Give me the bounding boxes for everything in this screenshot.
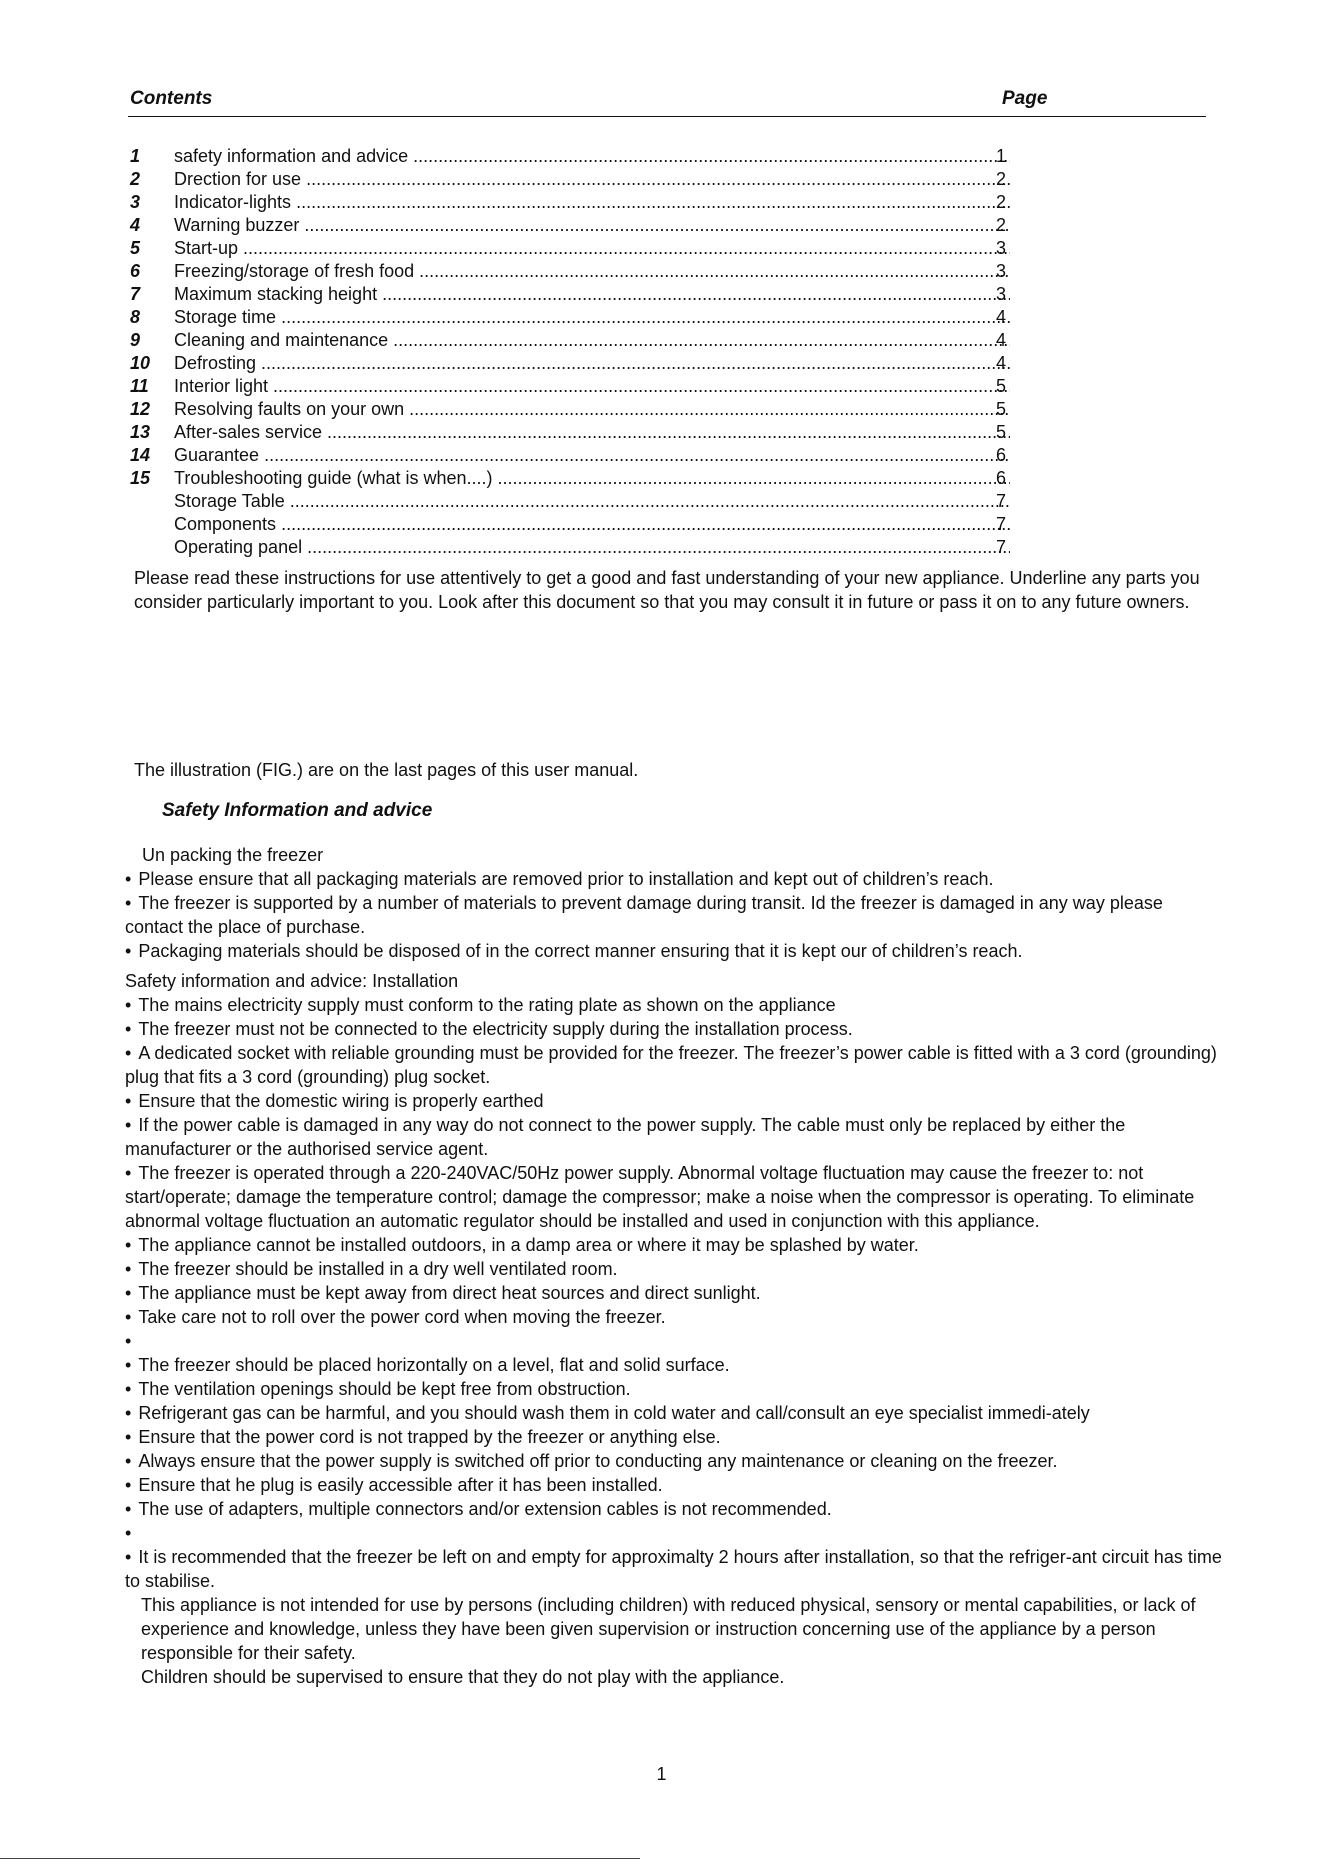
toc-entry — [128, 352, 1028, 375]
toc-entry — [128, 260, 1028, 283]
toc-title: Start-up ..... — [174, 237, 1010, 260]
bullet-item: • If the power cable is damaged in any way do not connect to the power supply. The cable must only be replaced by either the manufacturer or the authorised service agent. — [125, 1113, 1225, 1161]
toc-title: Freezing/storage of fresh food ..... — [174, 260, 1010, 283]
toc-title: After-sales service ..... — [174, 421, 1010, 444]
page-number: 1 — [656, 1764, 667, 1784]
toc-title: Drection for use ..... — [174, 168, 1010, 191]
toc-page: 2 — [996, 215, 1007, 235]
intro-paragraph: Please read these instructions for use attentively to get a good and fast understanding of your new appliance. Underline any parts you consider particularly important to you. Look after this document so that you may consult it in future or pass it on to any future owners. — [134, 568, 1200, 612]
bullet-item: • The use of adapters, multiple connectors and/or extension cables is not recommended. — [125, 1497, 1225, 1521]
toc-entry — [128, 490, 1028, 513]
bullet-item: • The freezer is supported by a number of materials to prevent damage during transit. Id the freezer is damaged in any way please contact the place of purchase. — [125, 891, 1225, 939]
toc-title: Storage Table ..... — [174, 490, 1010, 513]
toc-title: Indicator-lights ..... — [174, 191, 1010, 214]
bullet-item: • Ensure that the power cord is not trapped by the freezer or anything else. — [125, 1425, 1225, 1449]
toc-number: 12 — [130, 399, 151, 419]
bullet-item — [125, 1329, 1225, 1353]
toc-number: 14 — [130, 445, 151, 465]
toc-title: Interior light ..... — [174, 375, 1010, 398]
bullet-item: • Ensure that he plug is easily accessible after it has been installed. — [125, 1473, 1225, 1497]
toc-number: 9 — [130, 330, 141, 350]
toc-page: 2 — [996, 169, 1007, 189]
section-title: Safety Information and advice — [162, 800, 433, 821]
toc-number: 6 — [130, 261, 141, 281]
toc-entry — [128, 191, 1028, 214]
children-supervision-note: Children should be supervised to ensure that they do not play with the appliance. — [141, 1667, 785, 1687]
toc-number: 1 — [130, 146, 141, 166]
toc-number: 10 — [130, 353, 151, 373]
toc-title: Resolving faults on your own ..... — [174, 398, 1010, 421]
bullet-item: • The mains electricity supply must conform to the rating plate as shown on the appliance — [125, 993, 1225, 1017]
toc-title: Storage time ..... — [174, 306, 1010, 329]
toc-entry — [128, 168, 1028, 191]
toc-title: Components ..... — [174, 513, 1010, 536]
bullet-item: • The freezer must not be connected to the electricity supply during the installation process. — [125, 1017, 1225, 1041]
toc-page: 6 — [996, 445, 1007, 465]
toc-page: 4 — [996, 330, 1007, 350]
safety-section — [125, 843, 1225, 1689]
toc-entry — [128, 306, 1028, 329]
bullet-item: • The ventilation openings should be kept free from obstruction. — [125, 1377, 1225, 1401]
toc-number: 3 — [130, 192, 141, 212]
toc-title: Defrosting ..... — [174, 352, 1010, 375]
bullet-item: • The appliance must be kept away from direct heat sources and direct sunlight. — [125, 1281, 1225, 1305]
toc-page: 3 — [996, 261, 1007, 281]
toc-title: Maximum stacking height ..... — [174, 283, 1010, 306]
toc-page: 5 — [996, 422, 1007, 442]
bullet-item: • It is recommended that the freezer be left on and empty for approximalty 2 hours after installation, so that the refriger-ant circuit has time to stabilise. — [125, 1545, 1225, 1593]
unpacking-list — [125, 867, 1225, 963]
toc-entry — [128, 536, 1028, 559]
toc-entry — [128, 329, 1028, 352]
bullet-item: • The freezer should be installed in a dry well ventilated room. — [125, 1257, 1225, 1281]
toc-number: 4 — [130, 215, 141, 235]
toc-entry — [128, 444, 1028, 467]
toc-page: 1 — [996, 146, 1007, 166]
toc-page: 4 — [996, 353, 1007, 373]
toc-entry — [128, 214, 1028, 237]
bullet-item — [125, 1521, 1225, 1545]
toc-title: safety information and advice ..... — [174, 145, 1010, 168]
toc-page: 4 — [996, 307, 1007, 327]
toc-entry — [128, 398, 1028, 421]
contents-label: Contents — [130, 88, 213, 109]
bullet-item: • Please ensure that all packaging materials are removed prior to installation and kept out of children’s reach. — [125, 867, 1225, 891]
toc-title: Troubleshooting guide (what is when....) ..... — [174, 467, 1010, 490]
bullet-item: • The appliance cannot be installed outdoors, in a damp area or where it may be splashed by water. — [125, 1233, 1225, 1257]
toc-title: Cleaning and maintenance ..... — [174, 329, 1010, 352]
toc-page: 2 — [996, 192, 1007, 212]
installation-list — [125, 993, 1225, 1593]
bullet-item: • The freezer is operated through a 220-240VAC/50Hz power supply. Abnormal voltage fluctuation may cause the freezer to: not start/operate; damage the temperature control; damage the compressor; make a noise when the compressor is operating. To eliminate abnormal voltage fluctuation an automatic regulator should be installed and used in conjunction with this appliance. — [125, 1161, 1225, 1233]
toc-entry — [128, 237, 1028, 260]
toc-page: 7 — [996, 491, 1007, 511]
toc-number: 11 — [130, 376, 149, 396]
toc-number: 13 — [130, 422, 151, 442]
installation-heading: Safety information and advice: Installation — [125, 971, 459, 991]
toc-page: 7 — [996, 537, 1007, 557]
toc-title: Warning buzzer ..... — [174, 214, 1010, 237]
toc-page: 5 — [996, 399, 1007, 419]
toc-entry — [128, 145, 1028, 168]
toc-number: 5 — [130, 238, 141, 258]
toc-page: 7 — [996, 514, 1007, 534]
bullet-item: • Refrigerant gas can be harmful, and you should wash them in cold water and call/consult an eye specialist immedi-ately — [125, 1401, 1225, 1425]
contents-header — [128, 86, 1206, 117]
bullet-item: • The freezer should be placed horizontally on a level, flat and solid surface. — [125, 1353, 1225, 1377]
toc-number: 8 — [130, 307, 141, 327]
toc-page: 3 — [996, 238, 1007, 258]
page-label: Page — [1002, 88, 1048, 109]
footer-rule — [0, 1858, 640, 1859]
toc-page: 5 — [996, 376, 1007, 396]
unpacking-heading: Un packing the freezer — [142, 845, 324, 865]
toc-title: Guarantee ..... — [174, 444, 1010, 467]
capability-warning: This appliance is not intended for use by persons (including children) with reduced physical, sensory or mental capabilities, or lack of experience and knowledge, unless they have been given supervision or instruction concerning use of the appliance by a person responsible for their safety. — [141, 1595, 1196, 1663]
toc-number: 15 — [130, 468, 151, 488]
illustration-note: The illustration (FIG.) are on the last pages of this user manual. — [134, 760, 639, 780]
table-of-contents — [128, 145, 1028, 559]
toc-number: 2 — [130, 169, 141, 189]
bullet-item: • A dedicated socket with reliable grounding must be provided for the freezer. The freezer’s power cable is fitted with a 3 cord (grounding) plug that fits a 3 cord (grounding) plug socket. — [125, 1041, 1225, 1089]
toc-title: Operating panel ..... — [174, 536, 1010, 559]
toc-entry — [128, 421, 1028, 444]
toc-page: 3 — [996, 284, 1007, 304]
toc-number: 7 — [130, 284, 141, 304]
bullet-item: • Always ensure that the power supply is switched off prior to conducting any maintenance or cleaning on the freezer. — [125, 1449, 1225, 1473]
toc-page: 6 — [996, 468, 1007, 488]
bullet-item: • Ensure that the domestic wiring is properly earthed — [125, 1089, 1225, 1113]
toc-entry — [128, 283, 1028, 306]
toc-entry — [128, 513, 1028, 536]
bullet-item: • Packaging materials should be disposed of in the correct manner ensuring that it is kept our of children’s reach. — [125, 939, 1225, 963]
bullet-item: • Take care not to roll over the power cord when moving the freezer. — [125, 1305, 1225, 1329]
toc-entry — [128, 375, 1028, 398]
toc-entry — [128, 467, 1028, 490]
